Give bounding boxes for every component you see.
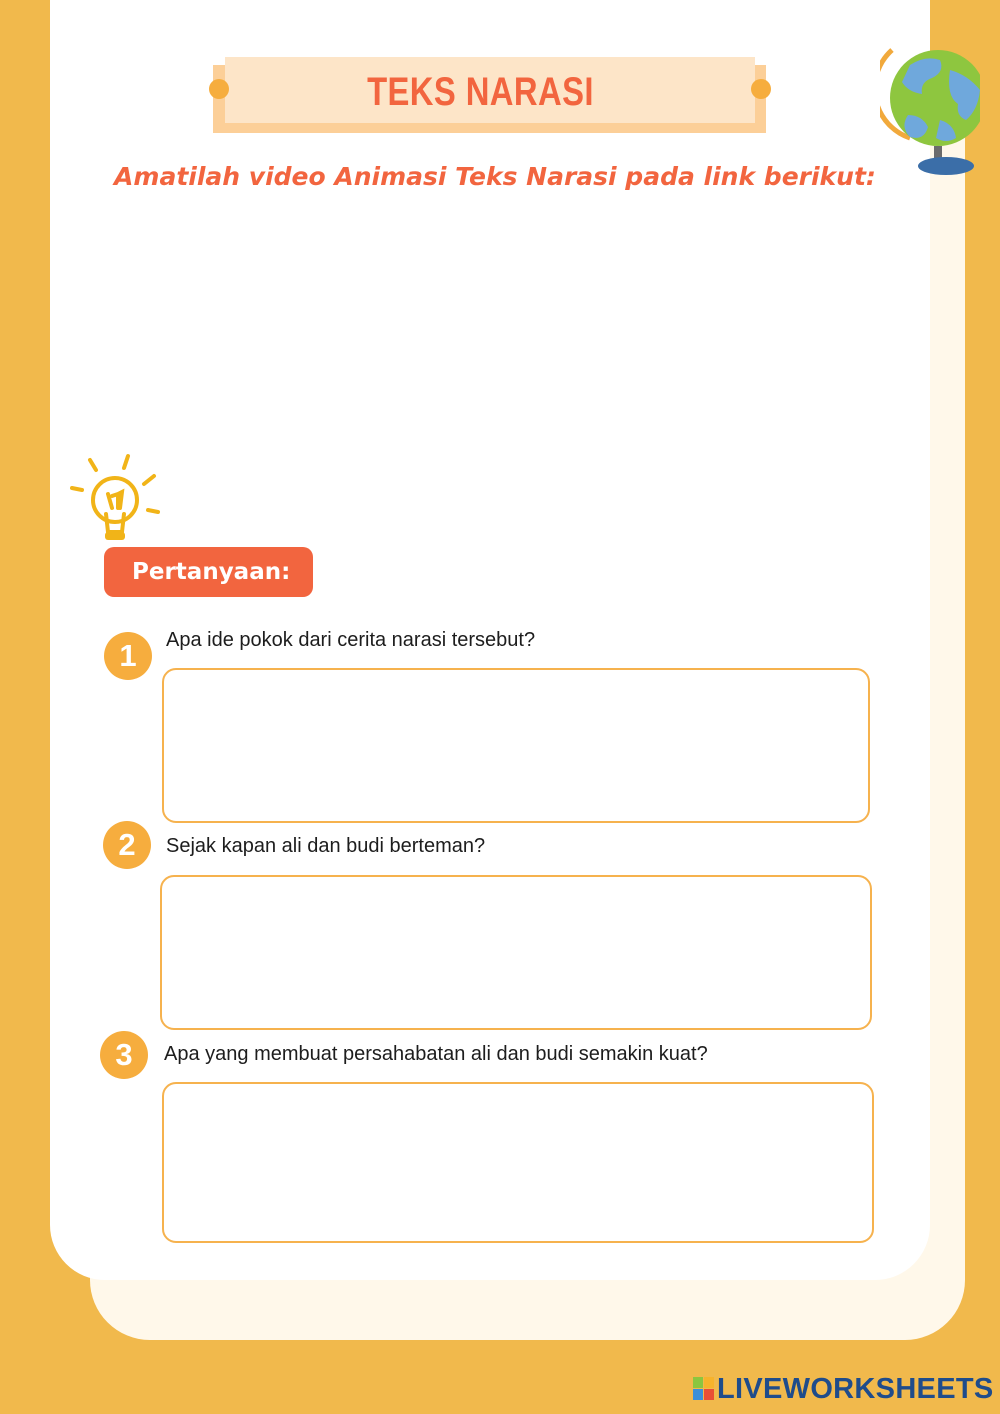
liveworksheets-brand[interactable]	[693, 1372, 994, 1406]
questions-heading: Pertanyaan:	[104, 547, 313, 597]
question-text: Apa ide pokok dari cerita narasi tersebut?	[166, 629, 536, 651]
question-number-badge: 3	[100, 1031, 148, 1079]
brand-name: LIVEWORKSHEETS	[717, 1372, 994, 1405]
question-number-badge: 2	[103, 821, 151, 869]
liveworksheets-logo-icon	[693, 1377, 715, 1401]
title-banner	[213, 57, 768, 135]
pin-icon	[751, 79, 771, 99]
answer-input[interactable]	[160, 875, 872, 1030]
question-text: Apa yang membuat persahabatan ali dan budi semakin kuat?	[164, 1043, 708, 1065]
globe-icon	[880, 20, 980, 185]
answer-input[interactable]	[162, 1082, 874, 1243]
question-number-badge: 1	[104, 632, 152, 680]
page-title: TEKS NARASI	[367, 70, 594, 114]
lightbulb-icon	[68, 452, 163, 547]
answer-input[interactable]	[162, 668, 870, 823]
pin-icon	[209, 79, 229, 99]
question-text: Sejak kapan ali dan budi berteman?	[166, 835, 486, 857]
instruction-text: Amatilah video Animasi Teks Narasi pada link berikut:	[114, 162, 876, 191]
